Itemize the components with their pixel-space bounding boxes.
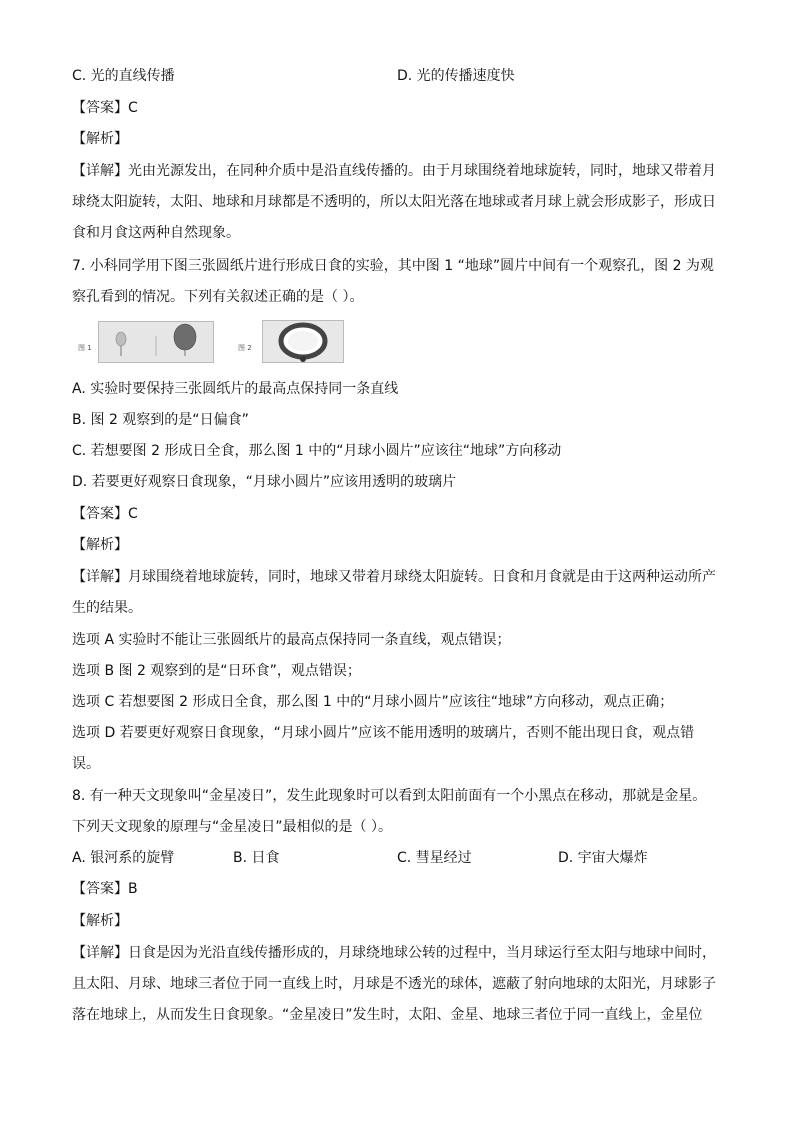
detail-line: 选项 A 实验时不能让三张圆纸片的最高点保持同一条直线，观点错误；	[72, 632, 511, 648]
analysis-label: 【解析】	[72, 131, 128, 147]
answer-label: 【答案】B	[72, 881, 138, 897]
detail-line: 【详解】月球围绕着地球旋转，同时，地球又带着月球绕太阳旋转。日食和月食就是由于这两种运动所产	[72, 569, 716, 585]
question-stem: 下列天文现象的原理与“金星凌日”最相似的是（ ）。	[72, 819, 392, 835]
detail-line: 食和月食这两种自然现象。	[72, 225, 240, 241]
detail-line: 【详解】日食是因为光沿直线传播形成的，月球绕地球公转的过程中，当月球运行至太阳与地球中间时，	[72, 945, 716, 961]
option-d: D. 若要更好观察日食现象，“月球小圆片”应该用透明的玻璃片	[72, 474, 457, 490]
option-d: D. 光的传播速度快	[397, 68, 515, 84]
detail-line: 误。	[72, 756, 100, 772]
answer-label: 【答案】C	[72, 100, 138, 116]
option-a: A. 实验时要保持三张圆纸片的最高点保持同一条直线	[72, 381, 399, 397]
detail-line: 选项 D 若要更好观察日食现象，“月球小圆片”应该不能用透明的玻璃片，否则不能出现日食，观点错	[72, 725, 695, 741]
figure-2-label: 图 2	[238, 344, 252, 352]
detail-line: 且太阳、月球、地球三者位于同一直线上时，月球是不透光的球体，遮蔽了射向地球的太阳光，月球影子	[72, 976, 716, 992]
detail-line: 生的结果。	[72, 600, 142, 616]
detail-line: 【详解】光由光源发出，在同种介质中是沿直线传播的。由于月球围绕着地球旋转，同时，地球又带着月	[72, 163, 716, 179]
analysis-label: 【解析】	[72, 537, 128, 553]
detail-line: 选项 B 图 2 观察到的是“日环食”，观点错误；	[72, 663, 361, 679]
figure-2-drawing	[263, 321, 343, 362]
analysis-label: 【解析】	[72, 913, 128, 929]
option-c: C. 光的直线传播	[72, 68, 175, 84]
option-b: B. 日食	[233, 850, 280, 866]
question-stem: 察孔看到的情况。下列有关叙述正确的是（ ）。	[72, 289, 364, 305]
question-stem: 8. 有一种天文现象叫“金星凌日”，发生此现象时可以看到太阳前面有一个小黑点在移动，那就是金星。	[72, 788, 707, 804]
option-a: A. 银河系的旋臂	[72, 850, 175, 866]
answer-label: 【答案】C	[72, 506, 138, 522]
option-c: C. 若想要图 2 形成日全食，那么图 1 中的“月球小圆片”应该往“地球”方向移动	[72, 443, 562, 459]
detail-line: 球绕太阳旋转，太阳、地球和月球都是不透明的，所以太阳光落在地球或者月球上就会形成影子，形成日	[72, 194, 716, 210]
figure-1	[98, 321, 214, 363]
option-d: D. 宇宙大爆炸	[558, 850, 648, 866]
detail-line: 选项 C 若想要图 2 形成日全食，那么图 1 中的“月球小圆片”应该往“地球”方向移动，观点正确；	[72, 694, 674, 710]
figure-1-label: 图 1	[78, 344, 92, 352]
question-stem: 7. 小科同学用下图三张圆纸片进行形成日食的实验，其中图 1 “地球”圆片中间有一个观察孔，图 2 为观	[72, 258, 714, 274]
figure-2	[262, 320, 344, 363]
option-b: B. 图 2 观察到的是“日偏食”	[72, 412, 249, 428]
detail-line: 落在地球上，从而发生日食现象。“金星凌日”发生时，太阳、金星、地球三者位于同一直线上，金星位	[72, 1007, 703, 1023]
option-c: C. 彗星经过	[397, 850, 472, 866]
figure-1-drawing	[99, 322, 213, 362]
